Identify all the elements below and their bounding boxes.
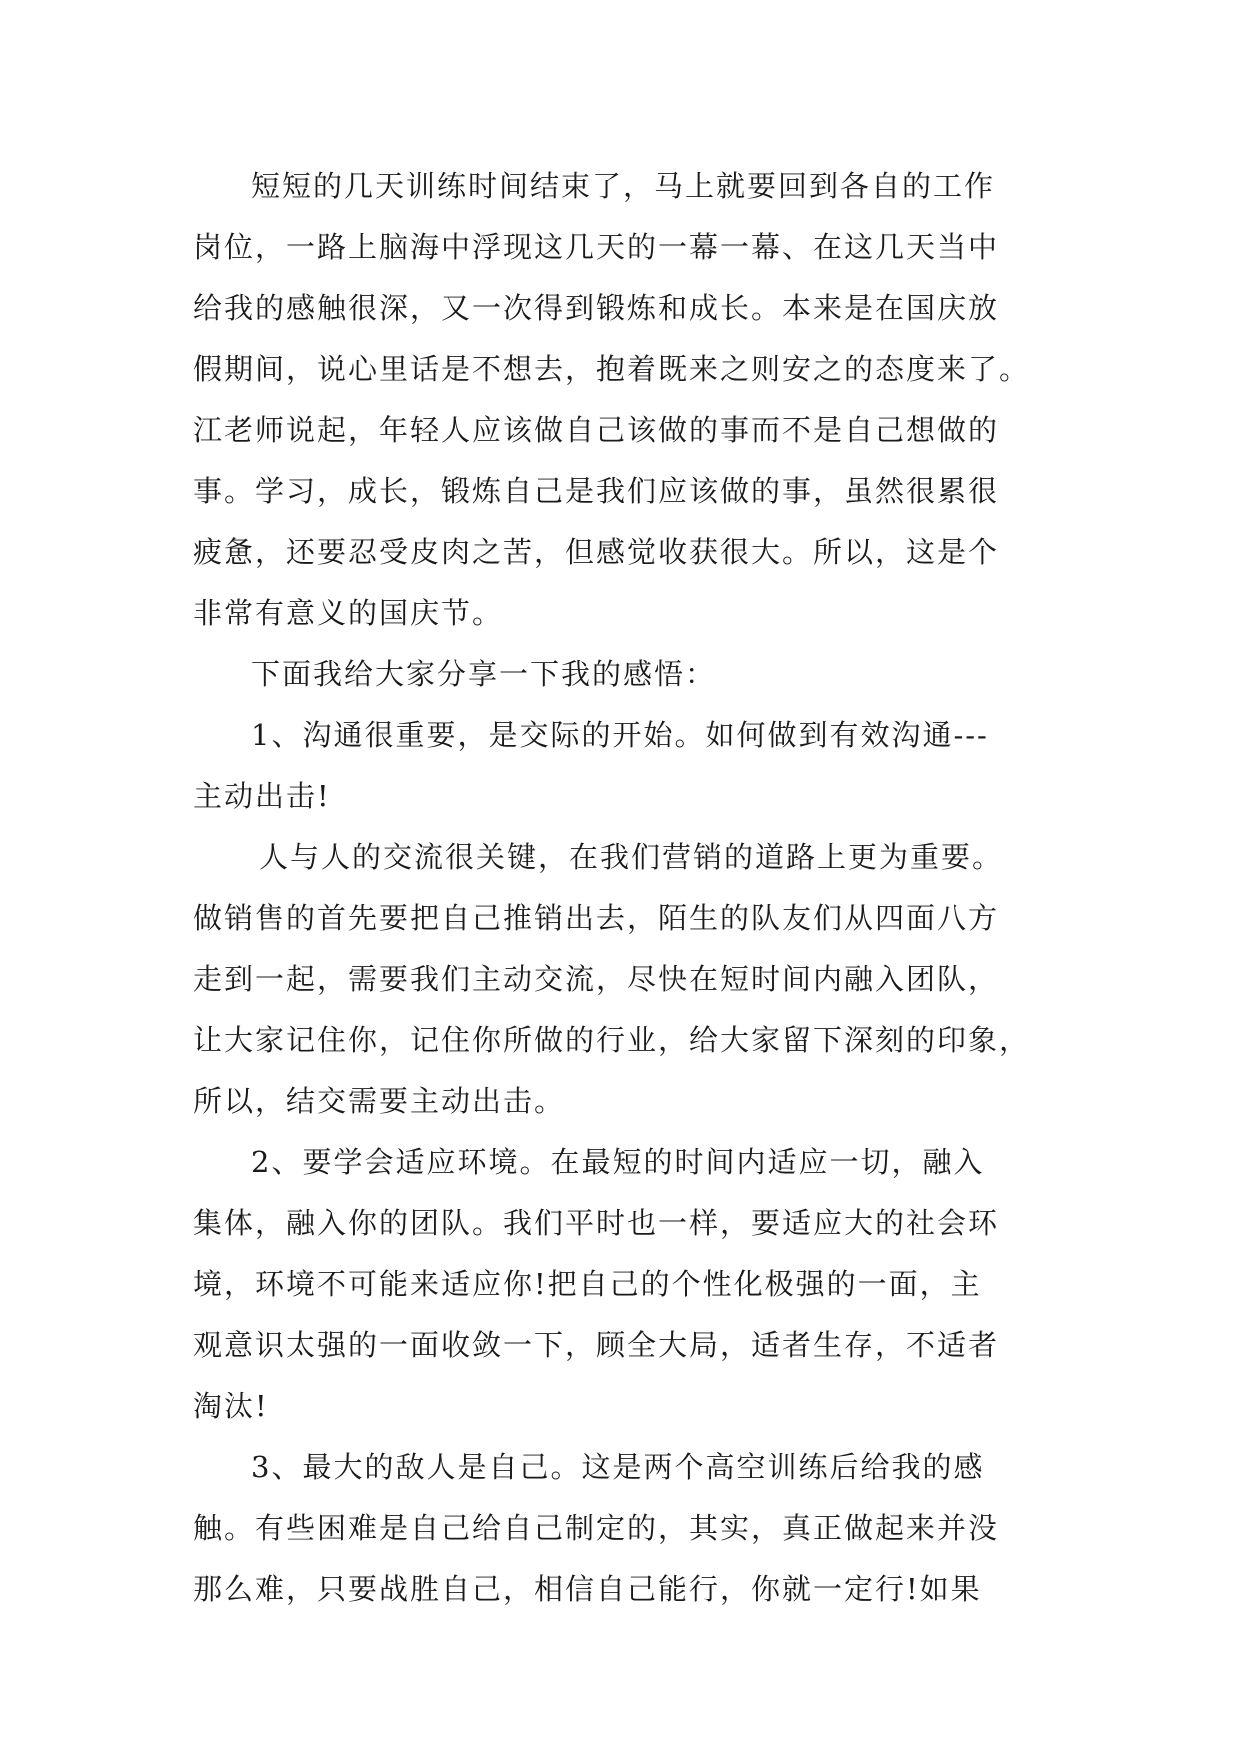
text-line: 岗位，一路上脑海中浮现这几天的一幕一幕、在这几天当中 (193, 230, 1000, 264)
text-line: 事。学习，成长，锻炼自己是我们应该做的事，虽然很累很 (193, 474, 1000, 508)
text-line: 给我的感触很深，又一次得到锻炼和成长。本来是在国庆放 (193, 291, 1000, 325)
text-line: 走到一起，需要我们主动交流，尽快在短时间内融入团队， (193, 962, 1000, 996)
text-line: 人与人的交流很关键，在我们营销的道路上更为重要。 (259, 840, 1004, 874)
text-line: 那么难，只要战胜自己，相信自己能行，你就一定行!如果 (193, 1572, 982, 1606)
text-line: 境，环境不可能来适应你!把自己的个性化极强的一面，主 (193, 1267, 982, 1301)
text-line: 疲惫，还要忍受皮肉之苦，但感觉收获很大。所以，这是个 (193, 535, 1000, 569)
text-line: 做销售的首先要把自己推销出去，陌生的队友们从四面八方 (193, 901, 1000, 935)
text-line: 集体，融入你的团队。我们平时也一样，要适应大的社会环 (193, 1206, 1000, 1240)
text-line: 主动出击! (193, 779, 331, 813)
text-line: 触。有些困难是自己给自己制定的，其实，真正做起来并没 (193, 1511, 1000, 1545)
text-line: 非常有意义的国庆节。 (193, 596, 504, 630)
text-line: 淘汰! (193, 1389, 269, 1423)
document-body (193, 156, 1053, 1620)
text-line: 观意识太强的一面收敛一下，顾全大局，适者生存，不适者 (193, 1328, 1000, 1362)
text-line: 短短的几天训练时间结束了，马上就要回到各自的工作 (251, 169, 996, 203)
text-line: 下面我给大家分享一下我的感悟： (251, 657, 717, 691)
text-line: 让大家记住你，记住你所做的行业，给大家留下深刻的印象， (193, 1023, 1031, 1057)
text-line: 所以，结交需要主动出击。 (193, 1084, 566, 1118)
text-line: 江老师说起，年轻人应该做自己该做的事而不是自己想做的 (193, 413, 1000, 447)
text-line: 假期间，说心里话是不想去，抱着既来之则安之的态度来了。 (193, 352, 1031, 386)
text-line: 2、要学会适应环境。在最短的时间内适应一切，融入 (251, 1145, 985, 1179)
text-line: 3、最大的敌人是自己。这是两个高空训练后给我的感 (251, 1450, 985, 1484)
text-line: 1、沟通很重要，是交际的开始。如何做到有效沟通--- (251, 718, 989, 752)
